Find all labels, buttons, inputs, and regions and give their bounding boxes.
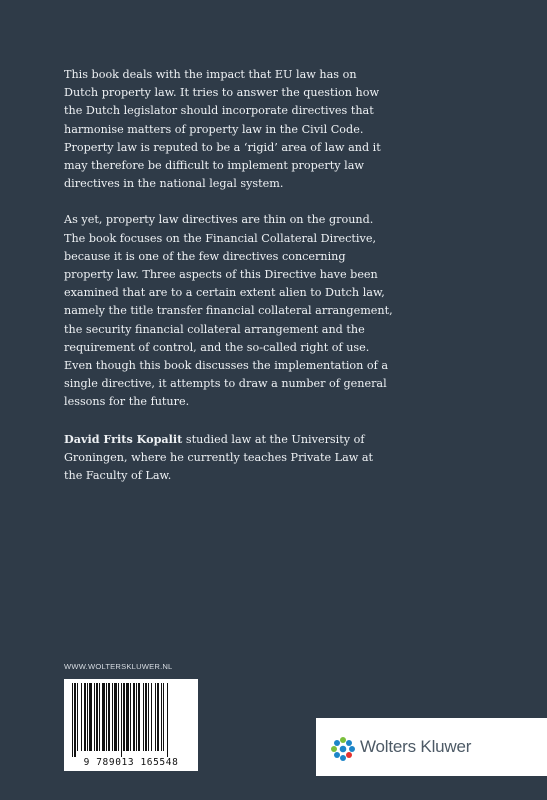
publisher-logo [316,718,547,776]
blurb-paragraph-1: This book deals with the impact that EU law has on Dutch property law. It tries to answer the question how the Dutch legislator should incorporate directives that harmonise matters of property law in the Civil Code. Property law is reputed to be a ‘rigid’ area of law and it may therefore be difficult to implement property law directives in the national legal system. [64,68,381,191]
wolters-kluwer-logo-icon [330,736,356,762]
blurb-text [64,66,394,503]
publisher-name: Wolters Kluwer [360,737,472,756]
barcode-bars [70,683,192,757]
author-bio: studied law at the University of Groningen, where he currently teaches Private Law at the Faculty of Law. [64,432,374,483]
author-paragraph [64,430,394,486]
publisher-website: WWW.WOLTERSKLUWER.NL [64,662,173,671]
barcode [64,679,198,771]
author-name: David Frits Kopalit [64,431,183,446]
blurb-paragraph-2: As yet, property law directives are thin on the ground. The book focuses on the Financial Collateral Directive, because it is one of the few directives concerning property law. Three aspects of this Directive have been examined that are to a certain extent alien to Dutch law, namely the title transfer financial collateral arrangement, the security financial collateral arrangement and the requirement of control, and the so-called right of use. Even though this book discusses the implementation of a single directive, it attempts to draw a number of general lessons for the future. [64,213,393,409]
isbn-number: 9 789013 165548 [83,757,179,768]
